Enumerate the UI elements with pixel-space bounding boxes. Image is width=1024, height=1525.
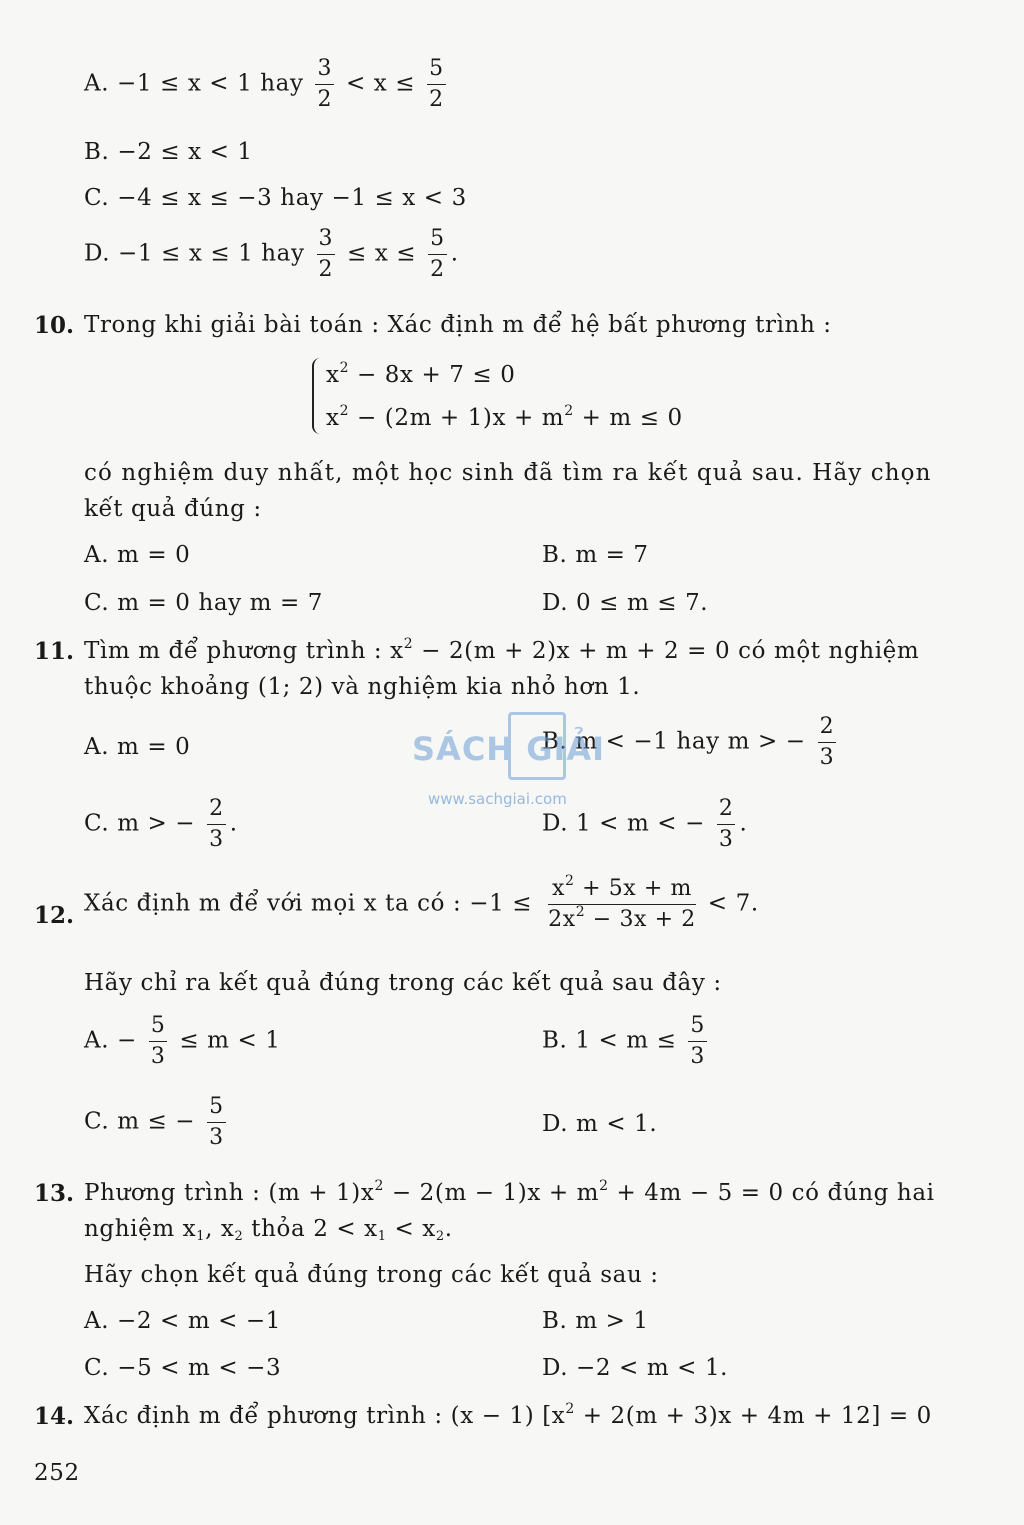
q13-text-line2 xyxy=(84,1216,453,1242)
fraction xyxy=(548,873,696,932)
q11-option-d xyxy=(542,798,747,851)
fraction xyxy=(427,58,446,111)
q14-text: Xác định m để phương trình : (x − 1) [x xyxy=(84,1403,566,1429)
q11-option-a: A. m = 0 xyxy=(84,734,191,760)
page-number: 252 xyxy=(34,1460,80,1486)
q10-system-eq2 xyxy=(326,405,683,431)
q13-text: − 2(m − 1)x + m xyxy=(383,1180,600,1206)
exponent: 2 xyxy=(339,403,350,419)
math-text: + 5x + m xyxy=(574,876,692,901)
exponent: 2 xyxy=(339,360,350,376)
fraction xyxy=(428,228,447,281)
math-text: 2x xyxy=(548,907,576,932)
q12-text-line2: Hãy chỉ ra kết quả đúng trong các kết quả sau đây : xyxy=(84,970,722,996)
q13-option-c: C. −5 < m < −3 xyxy=(84,1355,282,1381)
q11-option-c xyxy=(84,798,238,851)
q12-text: Xác định m để với mọi x ta có : −1 ≤ xyxy=(84,890,533,917)
q13-text: . xyxy=(444,1216,453,1242)
q14-number: 14. xyxy=(34,1403,75,1430)
q13-option-b: B. m > 1 xyxy=(542,1308,649,1334)
fraction xyxy=(207,1096,226,1149)
fraction-denominator: 2 xyxy=(317,87,333,112)
q10-option-b: B. m = 7 xyxy=(542,542,649,568)
period: . xyxy=(450,240,459,267)
q10-system-eq1 xyxy=(326,362,515,388)
subscript: 2 xyxy=(435,1229,445,1244)
fraction-numerator: 5 xyxy=(207,1096,226,1123)
fraction-numerator xyxy=(548,873,696,905)
q11-text: − 2(m + 2)x + m + 2 = 0 có một nghiệm xyxy=(413,638,920,664)
exponent: 2 xyxy=(575,904,586,920)
fraction-denominator: 2 xyxy=(430,257,445,282)
q13-text: , x xyxy=(205,1216,235,1242)
fraction xyxy=(315,58,334,111)
fraction-denominator: 3 xyxy=(209,827,224,852)
eq-text: x xyxy=(326,405,340,431)
fraction xyxy=(688,1015,707,1068)
fraction-denominator: 3 xyxy=(819,745,835,770)
fraction-numerator: 5 xyxy=(688,1015,707,1042)
q12-text: < 7. xyxy=(707,890,759,917)
subscript: 2 xyxy=(234,1229,244,1244)
fraction-numerator: 3 xyxy=(317,228,336,255)
fraction-numerator: 3 xyxy=(315,58,334,85)
fraction-numerator: 2 xyxy=(717,798,736,825)
q10-option-d: D. 0 ≤ m ≤ 7. xyxy=(542,590,709,616)
q11-text: Tìm m để phương trình : x xyxy=(84,638,404,664)
q12-option-c-text: C. m ≤ − xyxy=(84,1108,196,1135)
q11-number: 11. xyxy=(34,638,75,665)
exponent: 2 xyxy=(564,873,575,889)
q14-text: + 2(m + 3)x + 4m + 12] = 0 xyxy=(574,1403,932,1429)
watermark-brand: SÁCH GIẢI xyxy=(412,730,606,768)
fraction-numerator: 2 xyxy=(207,798,226,825)
q10-text-line1: Trong khi giải bài toán : Xác định m để hệ bất phương trình : xyxy=(84,312,832,338)
subscript: 1 xyxy=(196,1229,206,1244)
q10-number: 10. xyxy=(34,312,75,339)
watermark-logo xyxy=(412,718,632,788)
q13-text-line1 xyxy=(84,1180,935,1206)
q12-text-line1 xyxy=(84,873,759,932)
watermark-url: www.sachgiai.com xyxy=(428,790,567,808)
q13-text: thỏa 2 < x xyxy=(243,1216,378,1242)
q12-number: 12. xyxy=(34,902,75,929)
fraction-denominator: 2 xyxy=(318,257,334,282)
fraction-numerator: 5 xyxy=(427,58,446,85)
eq-text: x xyxy=(326,362,340,388)
inequality-text: < x ≤ xyxy=(346,70,416,97)
exponent: 2 xyxy=(374,1178,384,1194)
fraction-numerator: 5 xyxy=(428,228,447,255)
q12-option-b-text: B. 1 < m ≤ xyxy=(542,1027,677,1054)
q13-option-d: D. −2 < m < 1. xyxy=(542,1355,729,1381)
exponent: 2 xyxy=(599,1178,609,1194)
exponent: 2 xyxy=(403,636,414,652)
q11-option-d-text: D. 1 < m < − xyxy=(542,810,705,837)
q11-option-c-text: C. m > − xyxy=(84,810,196,837)
period: . xyxy=(229,810,238,837)
fraction xyxy=(717,798,736,851)
q13-text: nghiệm x xyxy=(84,1216,197,1242)
math-text: x xyxy=(551,876,565,901)
q13-text: + 4m − 5 = 0 có đúng hai xyxy=(608,1180,935,1206)
q9-option-c: C. −4 ≤ x ≤ −3 hay −1 ≤ x < 3 xyxy=(84,185,467,211)
eq-text: − (2m + 1)x + m xyxy=(349,405,565,431)
fraction-numerator: 5 xyxy=(149,1015,168,1042)
exponent: 2 xyxy=(564,403,574,419)
math-text: − 3x + 2 xyxy=(585,907,696,932)
q13-text: < x xyxy=(386,1216,436,1242)
period: . xyxy=(739,810,748,837)
q12-option-b xyxy=(542,1015,711,1068)
q10-option-c: C. m = 0 hay m = 7 xyxy=(84,590,324,616)
q14-text-line1 xyxy=(84,1403,932,1429)
fraction-numerator: 2 xyxy=(818,716,837,743)
subscript: 1 xyxy=(377,1229,387,1244)
fraction-denominator: 3 xyxy=(150,1044,166,1069)
q12-option-a xyxy=(84,1015,280,1068)
q10-text-line2: có nghiệm duy nhất, một học sinh đã tìm ra kết quả sau. Hãy chọn xyxy=(84,460,932,486)
q9-option-a-text: A. −1 ≤ x < 1 hay xyxy=(84,70,304,97)
fraction-denominator xyxy=(548,905,696,931)
q12-option-a-text: ≤ m < 1 xyxy=(179,1027,281,1054)
q9-option-b: B. −2 ≤ x < 1 xyxy=(84,139,253,165)
q12-option-a-text: A. − xyxy=(84,1027,137,1054)
fraction-denominator: 3 xyxy=(718,827,734,852)
q11-option-b-text: B. m < −1 hay m > − xyxy=(542,728,806,755)
fraction xyxy=(818,716,837,769)
q9-option-a xyxy=(84,58,450,111)
q10-option-a: A. m = 0 xyxy=(84,542,191,568)
exponent: 2 xyxy=(565,1401,575,1417)
q11-text-line1 xyxy=(84,638,919,664)
system-brace xyxy=(312,358,324,434)
q13-text: Phương trình : (m + 1)x xyxy=(84,1180,375,1206)
fraction-denominator: 3 xyxy=(209,1125,224,1150)
q13-number: 13. xyxy=(34,1180,75,1207)
q9-option-d xyxy=(84,228,459,281)
inequality-text: ≤ x ≤ xyxy=(347,240,417,267)
q9-option-d-text: D. −1 ≤ x ≤ 1 hay xyxy=(84,240,305,267)
fraction-denominator: 3 xyxy=(690,1044,705,1069)
eq-text: + m ≤ 0 xyxy=(573,405,683,431)
eq-text: − 8x + 7 ≤ 0 xyxy=(349,362,516,388)
fraction xyxy=(149,1015,168,1068)
q10-text-line3: kết quả đúng : xyxy=(84,496,262,522)
q12-option-c xyxy=(84,1096,230,1149)
q13-option-a: A. −2 < m < −1 xyxy=(84,1308,282,1334)
fraction xyxy=(317,228,336,281)
q12-option-d: D. m < 1. xyxy=(542,1111,658,1137)
q13-text-line3: Hãy chọn kết quả đúng trong các kết quả sau : xyxy=(84,1262,659,1288)
fraction-denominator: 2 xyxy=(429,87,444,112)
q11-text-line2: thuộc khoảng (1; 2) và nghiệm kia nhỏ hơn 1. xyxy=(84,674,641,700)
fraction xyxy=(207,798,226,851)
